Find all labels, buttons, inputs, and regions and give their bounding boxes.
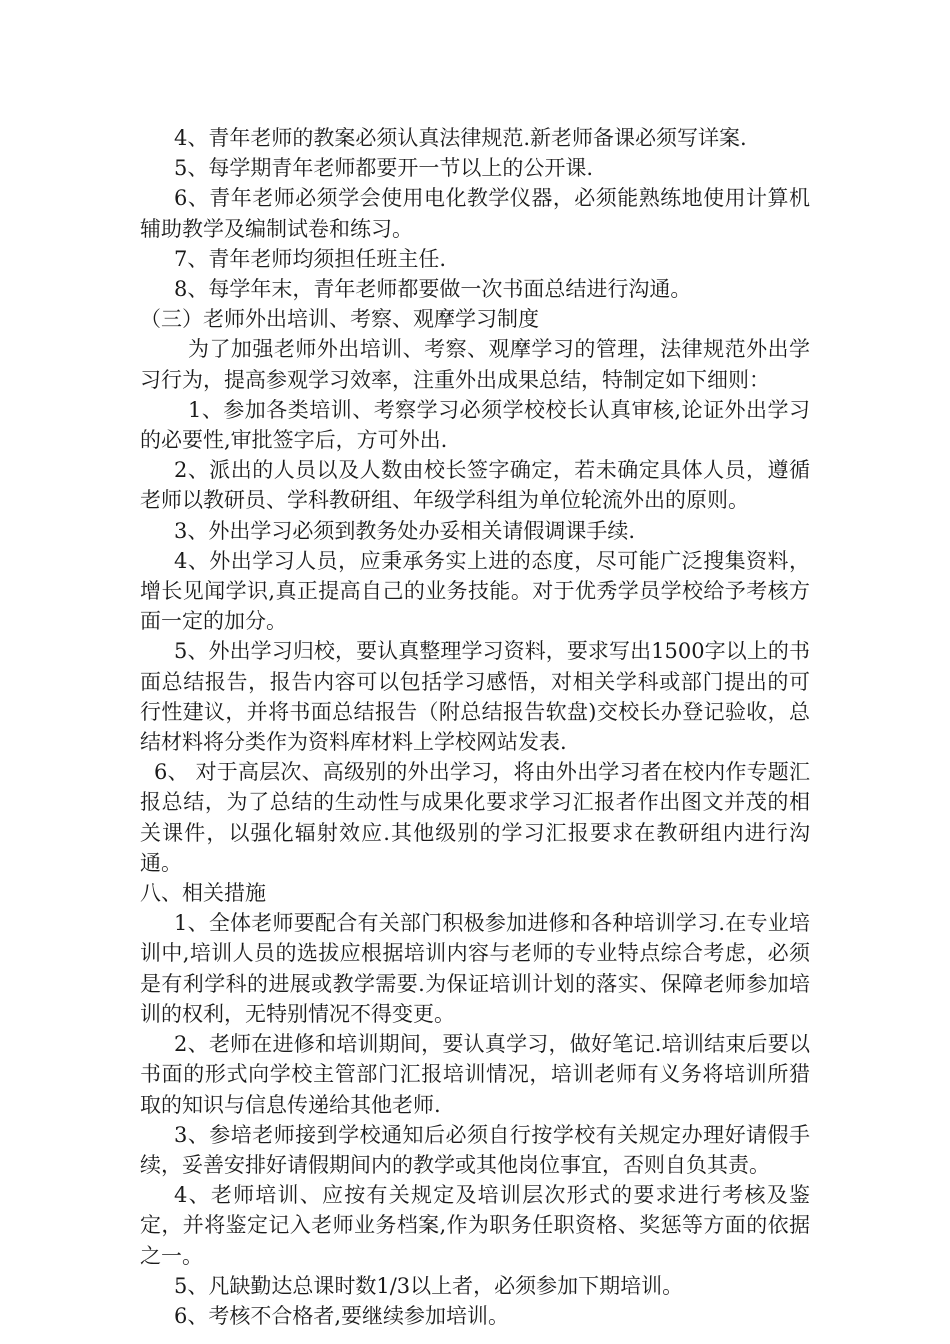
paragraph-training-4: 4、外出学习人员，应秉承务实上进的态度，尽可能广泛搜集资料，增长见闻学识,真正提高自己的业务技能。对于优秀学员学校给予考核方面一定的加分。 [140, 548, 810, 634]
paragraph-training-2: 2、派出的人员以及人数由校长签字确定，若未确定具体人员，遵循老师以教研员、学科教研组、年级学科组为单位轮流外出的原则。 [140, 458, 810, 513]
paragraph-measure-5: 5、凡缺勤达总课时数1/3以上者，必须参加下期培训。 [174, 1273, 684, 1298]
paragraph-training-6: 6、 对于高层次、高级别的外出学习，将由外出学习者在校内作专题汇报总结，为了总结的生动性与成果化要求学习汇报者作出图文并茂的相关课件，以强化辐射效应.其他级别的学习汇报要求在教研组内进行沟通。 [140, 760, 810, 875]
paragraph-measure-3: 3、参培老师接到学校通知后必须自行按学校有关规定办理好请假手续，妥善安排好请假期间内的教学或其他岗位事宜，否则自负其责。 [140, 1122, 810, 1177]
paragraph-young-teacher-7: 7、青年老师均须担任班主任. [174, 246, 447, 271]
paragraph-training-1: 1、参加各类培训、考察学习必须学校校长认真审核,论证外出学习的必要性,审批签字后，方可外出. [140, 397, 810, 453]
paragraph-young-teacher-4: 4、青年老师的教案必须认真法律规范.新老师备课必须写详案. [174, 126, 747, 150]
section-heading-3: （三）老师外出培训、考察、观摩学习制度 [140, 307, 539, 332]
paragraph-measure-6: 6、考核不合格者,要继续参加培训。 [174, 1303, 510, 1328]
paragraph-intro: 为了加强老师外出培训、考察、观摩学习的管理，法律规范外出学习行为，提高参观学习效率，注重外出成果总结，特制定如下细则： [140, 337, 810, 392]
paragraph-training-5: 5、外出学习归校，要认真整理学习资料，要求写出1500字以上的书面总结报告，报告内容可以包括学习感悟，对相关学科或部门提出的可行性建议，并将书面总结报告（附总结报告软盘)交校长办登记验收，总结材料将分类作为资料库材料上学校网站发表. [140, 639, 810, 755]
paragraph-measure-2: 2、老师在进修和培训期间，要认真学习，做好笔记.培训结束后要以书面的形式向学校主管部门汇报培训情况，培训老师有义务将培训所猎取的知识与信息传递给其他老师. [140, 1032, 810, 1117]
section-heading-8: 八、相关措施 [140, 881, 266, 906]
paragraph-young-teacher-6: 6、青年老师必须学会使用电化教学仪器，必须能熟练地使用计算机辅助教学及编制试卷和练习。 [140, 186, 810, 241]
paragraph-young-teacher-8: 8、每学年末，青年老师都要做一次书面总结进行沟通。 [174, 277, 692, 302]
document-page [140, 123, 810, 1331]
paragraph-young-teacher-5: 5、每学期青年老师都要开一节以上的公开课. [174, 156, 594, 181]
paragraph-measure-4: 4、老师培训、应按有关规定及培训层次形式的要求进行考核及鉴定，并将鉴定记入老师业务档案,作为职务任职资格、奖惩等方面的依据之一。 [140, 1183, 810, 1268]
paragraph-training-3: 3、外出学习必须到教务处办妥相关请假调课手续. [174, 518, 636, 543]
paragraph-measure-1: 1、全体老师要配合有关部门积极参加进修和各种培训学习.在专业培训中,培训人员的选拔应根据培训内容与老师的专业特点综合考虑，必须是有利学科的进展或教学需要.为保证培训计划的落实、保障老师参加培训的权利，无特别情况不得变更。 [140, 911, 810, 1026]
